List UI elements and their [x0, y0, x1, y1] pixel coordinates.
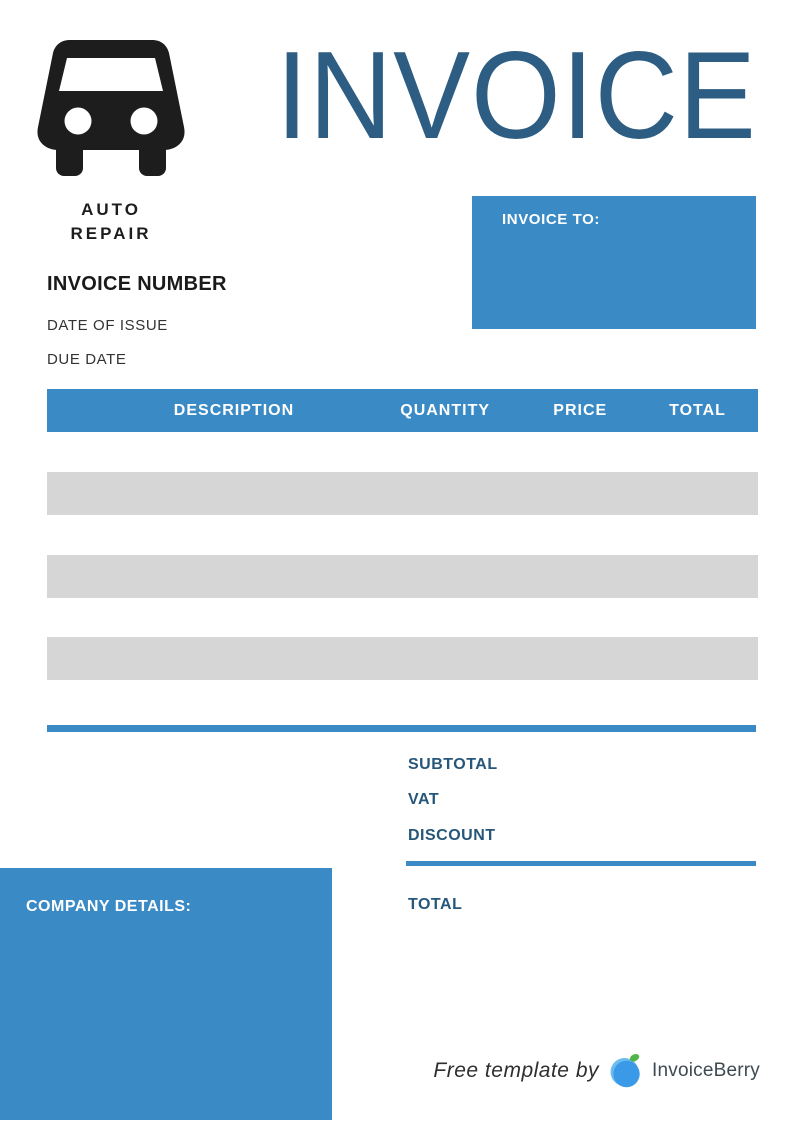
- invoiceberry-berry-icon: [609, 1053, 642, 1088]
- items-table-header: [47, 389, 758, 432]
- car-windshield: [59, 58, 163, 91]
- table-row[interactable]: [47, 637, 758, 680]
- column-header-total: TOTAL: [669, 402, 726, 419]
- logo-caption-line1: AUTO: [81, 200, 141, 219]
- logo-caption-line2: REPAIR: [70, 224, 152, 244]
- column-header-quantity: QUANTITY: [400, 402, 491, 419]
- footer-credit-line: [433, 1053, 760, 1088]
- subtotal-label: SUBTOTAL: [408, 756, 498, 773]
- company-details-box[interactable]: [0, 868, 332, 1120]
- footer-brand-name: InvoiceBerry: [652, 1059, 760, 1081]
- invoice-to-label: INVOICE TO:: [502, 211, 600, 228]
- table-row[interactable]: [47, 555, 758, 598]
- car-icon: [36, 38, 186, 178]
- total-label: TOTAL: [408, 896, 463, 913]
- car-left-headlight: [65, 108, 92, 135]
- car-body: [37, 40, 184, 150]
- logo-caption: [38, 198, 184, 246]
- date-of-issue-label: DATE OF ISSUE: [47, 317, 168, 334]
- invoice-number-label: INVOICE NUMBER: [47, 273, 227, 295]
- car-right-headlight: [131, 108, 158, 135]
- discount-label: DISCOUNT: [408, 827, 496, 844]
- page-title: INVOICE: [276, 27, 757, 165]
- column-header-description: DESCRIPTION: [173, 402, 295, 419]
- invoice-to-box[interactable]: [472, 196, 756, 329]
- totals-divider: [406, 861, 756, 866]
- table-row[interactable]: [47, 472, 758, 515]
- table-bottom-divider: [47, 725, 756, 732]
- company-details-label: COMPANY DETAILS:: [26, 898, 192, 915]
- due-date-label: DUE DATE: [47, 351, 127, 368]
- footer-credit-text: Free template by: [433, 1058, 599, 1082]
- berry-body: [613, 1061, 639, 1087]
- column-header-price: PRICE: [553, 402, 608, 419]
- vat-label: VAT: [408, 791, 440, 808]
